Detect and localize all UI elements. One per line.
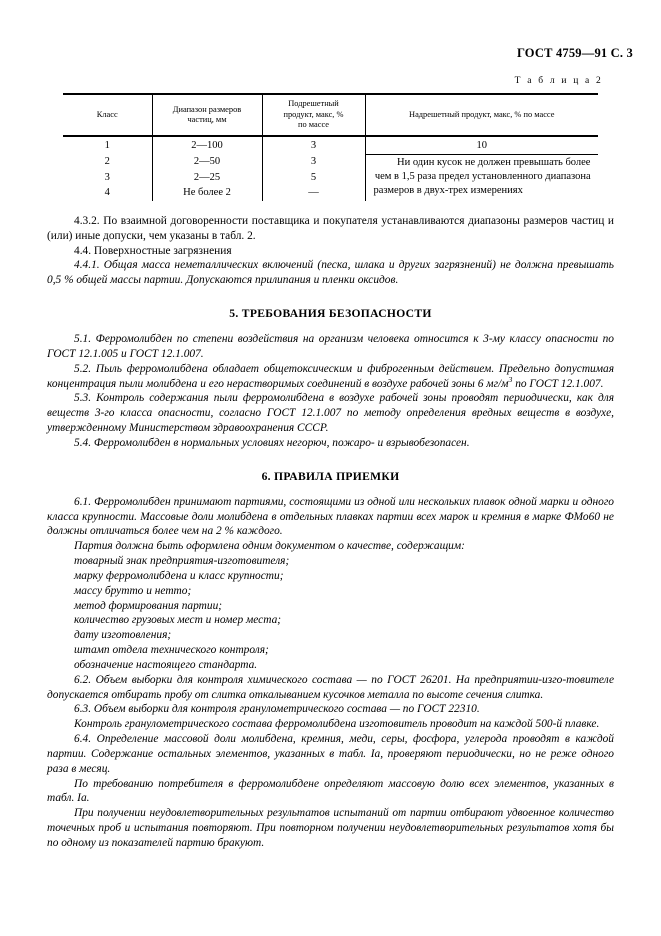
concentration-exponent: 3 [508,374,513,384]
cell-class: 1 [104,140,110,152]
paragraph-6-4: 6.4. Определение массовой доли молибдена, кремния, меди, серы, фосфора, углерода проводят в каждой партии. Содержание остальных элементов, указанных в табл. Iа, проверяют периодически, но не реже одного раза в месяц. [47,733,614,775]
paragraph-4-4: 4.4. Поверхностные загрязнения [74,244,232,257]
cell-undersize: 3 [262,155,365,170]
paragraph-5-2-main: 5.2. Пыль ферромолибдена обладает общетоксическим и фиброгенным действием. Предельно допустимая концентрация пыли молибдена и его нерастворимых соединений в воздухе рабочей зоны [47,362,614,390]
list-item: марку ферромолибдена и класс крупности; [74,569,284,582]
table-caption: Т а б л и ц а 2 [514,76,603,86]
table-header-row [63,95,598,135]
column-header-undersize [262,95,365,135]
cell-oversize: 10 [365,137,598,155]
paragraph-6-2: 6.2. Объем выборки для контроля химического состава — по ГОСТ 26201. На предприятии-изго-товителе допускается отбирать пробу от слитка откалыванием кусочков металла по высоте сечения слитка. [47,673,614,701]
cell-oversize-note [365,155,598,201]
concentration-standard-ref: по ГОСТ 12.1.007. [512,377,604,390]
cell-class: 4 [104,186,110,198]
paragraph-6-3: 6.3. Объем выборки для контроля гранулометрического состава — по ГОСТ 22310. [74,703,480,716]
oversize-note-text: Ни один кусок не должен превышать более чем в 1,5 раза предел установленного диапазона размеров в двух-трех измерениях [373,157,591,196]
column-header-class: Класс [96,109,118,119]
paragraph-5-1: 5.1. Ферромолибден по степени воздействия на организм человека относится к 3-му классу опасности по ГОСТ 12.1.005 и ГОСТ 12.1.007. [47,333,614,360]
cell-class: 2 [104,156,110,168]
list-item: метод формирования партии; [74,599,223,612]
column-header-undersize-line2: продукт, макс, % [283,109,344,119]
paragraph-4-3-2: 4.3.2. По взаимной договоренности поставщика и покупателя устанавливаются диапазоны размеров частиц и (или) иные допуски, чем указаны в табл. 2. [47,215,614,242]
paragraph-6-1: 6.1. Ферромолибден принимают партиями, состоящими из одной или нескольких плавок одной марки и одного класса крупности. Массовые доли молибдена в отдельных плавках партии всех марок и кремния в марке ФМо60 не должны отличаться более чем на 2 % каждого. [47,495,614,538]
table-2-wrapper [63,93,598,201]
cell-range: 2—25 [152,170,262,185]
concentration-unit: 6 мг/м [477,377,509,390]
column-header-range [152,95,262,135]
column-header-undersize-line3: по массе [298,120,329,130]
table-2-body [63,137,598,201]
cell-range: 2—100 [152,137,262,155]
list-item: дату изготовления; [74,629,172,642]
cell-range: Не более 2 [152,185,262,200]
paragraph-5-4: 5.4. Ферромолибден в нормальных условиях негорюч, пожаро- и взрывобезопасен. [74,436,470,449]
paragraph-6-1-lead: Партия должна быть оформлена одним документом о качестве, содержащим: [74,540,465,553]
document-body [47,214,614,851]
cell-undersize: — [262,185,365,200]
list-item: обозначение настоящего стандарта. [74,658,258,671]
list-item: штамп отдела технического контроля; [74,644,269,657]
paragraph-6-3-b: Контроль гранулометрического состава ферромолибдена изготовитель проводит на каждой 500-й плавке. [74,718,600,731]
page-header-standard: ГОСТ 4759—91 С. 3 [516,46,633,60]
cell-range: 2—50 [152,155,262,170]
column-header-range-line1: Диапазон размеров [172,104,242,114]
list-item: товарный знак предприятия-изготовителя; [74,555,290,568]
column-header-undersize-line1: Подрешетный [288,99,339,109]
section-heading-6: 6. ПРАВИЛА ПРИЕМКИ [261,469,400,483]
table-row [63,137,598,155]
paragraph-5-3: 5.3. Контроль содержания пыли ферромолибдена в воздухе рабочей зоны проводят периодически, как для веществ 3-го класса опасности, согласно ГОСТ 12.1.007 по методу определения вредных веществ в воздухе, утвержденному Министерством здравоохранения СССР. [47,392,614,435]
concentration-value [477,374,604,390]
list-item: количество грузовых мест и номер места; [74,614,282,627]
cell-class: 3 [104,171,110,183]
table-row [63,155,598,170]
paragraph-6-4-c: При получении неудовлетворительных результатов испытаний от партии отбирают удвоенное количество точечных проб и испытания повторяют. При повторном получении неудовлетворительных результатов хотя бы по одному из показателей партию бракуют. [47,807,614,849]
cell-undersize: 5 [262,170,365,185]
section-heading-5: 5. ТРЕБОВАНИЯ БЕЗОПАСНОСТИ [229,307,432,321]
paragraph-6-4-b: По требованию потребителя в ферромолибдене определяют массовую долю всех элементов, указанных в табл. Iа. [47,777,614,805]
paragraph-5-2 [47,362,614,392]
column-header-range-line2: частиц, мм [187,115,227,124]
table-2 [63,95,598,135]
cell-undersize: 3 [262,137,365,155]
paragraph-4-4-1: 4.4.1. Общая масса неметаллических включений (песка, шлака и других загрязнений) не должна превышать 0,5 % общей массы партии. Допускаются прилипания и пленки оксидов. [47,259,614,287]
column-header-oversize: Надрешетный продукт, макс, % по массе [365,95,598,135]
list-item: массу брутто и нетто; [74,584,192,597]
